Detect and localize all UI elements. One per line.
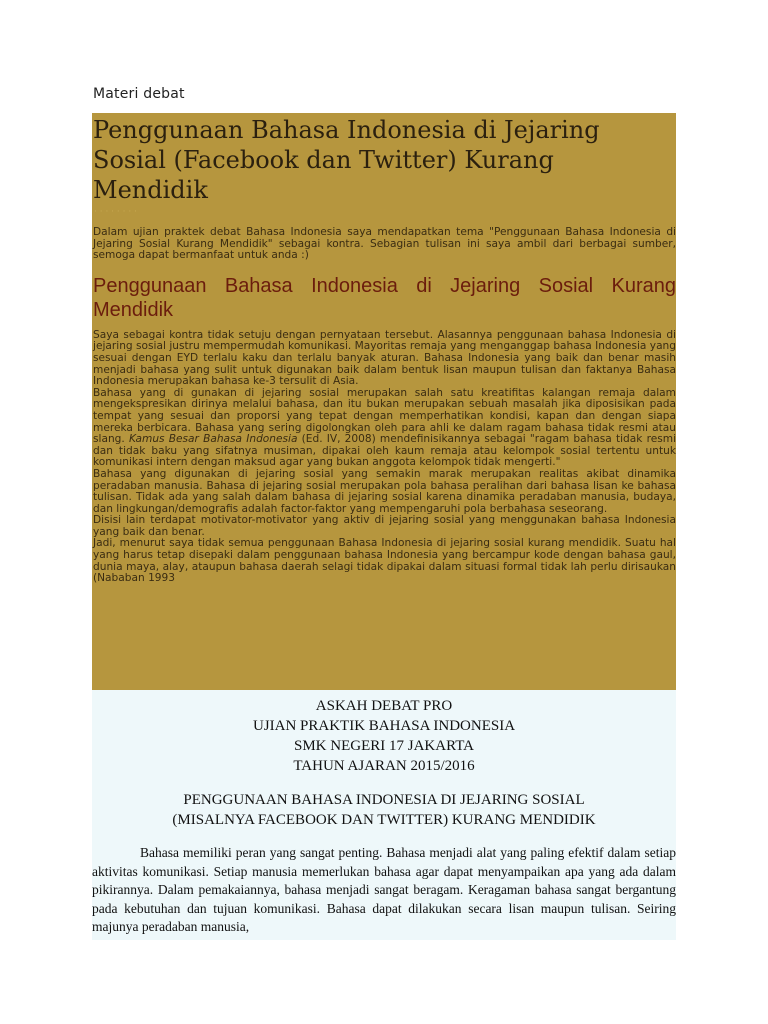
- blog-post-title: Penggunaan Bahasa Indonesia di Jejaring Sosial (Facebook dan Twitter) Kurang Mendidik: [93, 116, 600, 204]
- document-header: [92, 690, 676, 776]
- topic-line: PENGGUNAAN BAHASA INDONESIA DI JEJARING SOSIAL: [183, 792, 585, 808]
- blog-intro: Dalam ujian praktek debat Bahasa Indonesia saya mendapatkan tema "Penggunaan Bahasa Indonesia di Jejaring Sosial Kurang Mendidik" sebagai kontra. Sebagian tulisan ini saya ambil dari berbagai sumber, semoga dapat bermanfaat untuk anda :): [93, 226, 676, 262]
- header-line: TAHUN AJARAN 2015/2016: [293, 758, 475, 774]
- blog-body: [93, 330, 676, 585]
- document-paragraph: Bahasa memiliki peran yang sangat penting. Bahasa menjadi alat yang paling efektif dalam setiap aktivitas komunikasi. Setiap manusia memerlukan bahasa agar dapat menyampaikan apa yang ada dalam pikirannya. Dalam pemakaiannya, bahasa menjadi sangat beragam. Keragaman bahasa sangat bergantung pada kebutuhan dan tujuan komunikasi. Bahasa dapat dilakukan secara lisan maupun tulisan. Seiring majunya peradaban manusia,: [92, 845, 676, 934]
- blog-paragraph: [93, 388, 676, 469]
- blog-paragraph: Jadi, menurut saya tidak semua penggunaan Bahasa Indonesia di jejaring sosial kurang mendidik. Suatu hal yang harus tetap disepaki dalam penggunaan bahasa Indonesia yang bercampur kode dengan bahasa gaul, dunia maya, alay, ataupun bahasa daerah selagi tidak dipakai dalam situasi formal tidak lah perlu dirisaukan (Nababan 1993: [93, 537, 676, 585]
- header-line: ASKAH DEBAT PRO: [315, 698, 453, 714]
- blog-screenshot: [92, 113, 676, 690]
- blog-citation: Kamus Besar Bahasa Indonesia: [128, 433, 298, 446]
- page-label: Materi debat: [93, 86, 185, 102]
- debate-document: [92, 690, 676, 940]
- blog-text: (Ed. IV, 2008) mendefinisikannya sebagai "ragam bahasa tidak resmi dan tidak baku yang sifatnya musiman, dipakai oleh kaum remaja atau kelompok sosial tertentu untuk komunikasi intern dengan maksud agar yang bukan anggota kelompok tidak mengerti.": [93, 433, 676, 469]
- document-topic: [92, 790, 676, 830]
- header-line: SMK NEGERI 17 JAKARTA: [294, 738, 474, 754]
- blog-section-heading: Penggunaan Bahasa Indonesia di Jejaring Sosial Kurang Mendidik: [93, 274, 676, 321]
- blog-paragraph: Disisi lain terdapat motivator-motivator yang aktiv di jejaring sosial yang menggunakan bahasa Indonesia yang baik dan benar.: [93, 514, 676, 538]
- blog-paragraph: Bahasa yang digunakan di jejaring sosial yang semakin marak merupakan realitas akibat dinamika peradaban manusia. Bahasa di jejaring sosial merupakan pola bahasa peralihan dari bahasa lisan ke bahasa tulisan. Tidak ada yang salah dalam bahasa di jejaring sosial karena dinamika peradaban manusia, budaya, dan lingkungan/demografis adalah factor-faktor yang mempengaruhi pola berbahasa seseorang.: [93, 467, 676, 515]
- blog-text: Bahasa yang di gunakan di jejaring sosial merupakan salah satu kreatifitas kalangan remaja dalam mengekspresikan dirinya melalui bahasa, dan itu bukan merupakan sebuah masalah jika diposisikan pada tempat yang sesuai dan proporsi yang tepat dengan memperhatikan kondisi, kapan dan dengan siapa mereka berbicara. Bahasa yang sering digolongkan oleh para ahli ke dalam ragam bahasa tidak resmi atau slang.: [93, 386, 676, 446]
- blog-post-meta: · · · · · · · ·: [94, 207, 137, 217]
- header-line: UJIAN PRAKTIK BAHASA INDONESIA: [252, 718, 516, 734]
- topic-line: (MISALNYA FACEBOOK DAN TWITTER) KURANG MENDIDIK: [172, 812, 596, 828]
- blog-paragraph: Saya sebagai kontra tidak setuju dengan pernyataan tersebut. Alasannya penggunaan bahasa Indonesia di jejaring sosial justru mempermudah komunikasi. Mayoritas remaja yang menganggap bahasa Indonesia yang sesuai dengan EYD terlalu kaku dan terlalu banyak aturan. Bahasa Indonesia yang baik dan benar masih menjadi bahasa yang sulit untuk digunakan baik dalam bentuk lisan maupun tulisan dan faktanya Bahasa Indonesia merupakan bahasa ke-3 tersulit di Asia.: [93, 328, 676, 388]
